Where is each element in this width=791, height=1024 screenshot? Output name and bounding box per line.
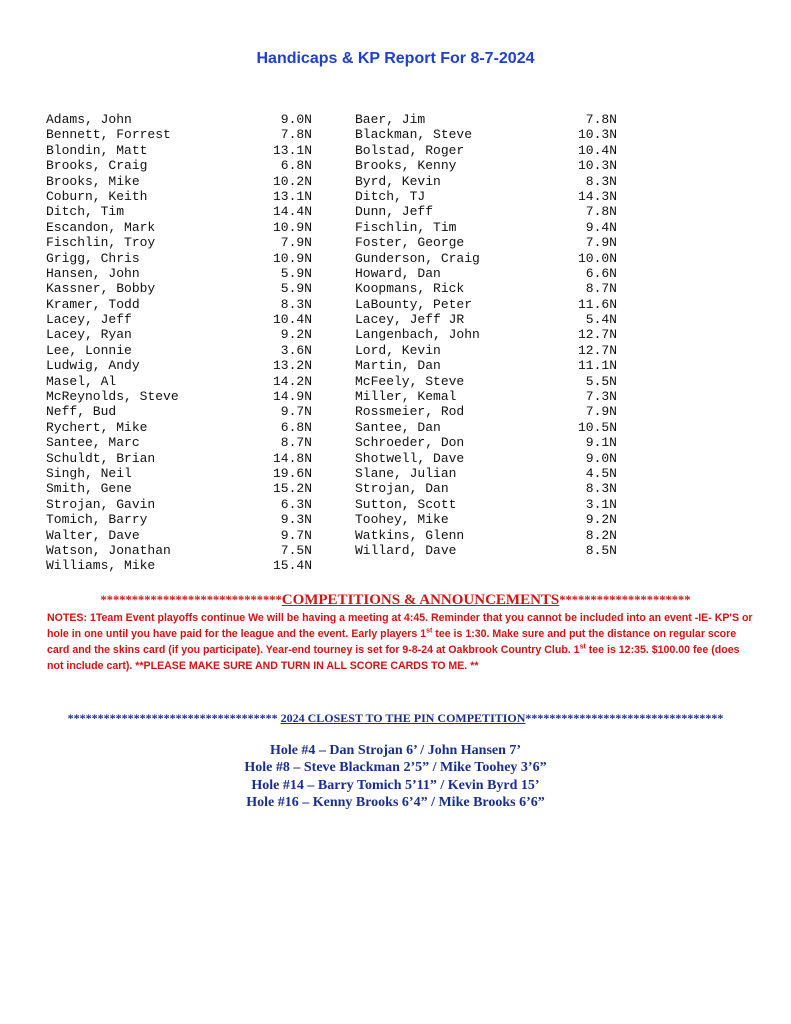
- handicap-row: [46, 358, 312, 373]
- handicap-row: [355, 112, 617, 127]
- player-handicap: 10.4N: [577, 142, 617, 158]
- handicap-row: [355, 158, 617, 173]
- player-handicap: 5.4N: [585, 312, 617, 328]
- competitions-heading: [0, 592, 791, 609]
- handicap-row: [355, 204, 617, 219]
- player-handicap: 6.8N: [280, 158, 312, 174]
- handicap-row: [46, 420, 312, 435]
- player-handicap: 8.7N: [585, 281, 617, 297]
- handicap-row: [46, 251, 312, 266]
- player-handicap: 5.9N: [280, 265, 312, 281]
- handicap-row: [46, 435, 312, 450]
- player-handicap: 5.5N: [585, 373, 617, 389]
- player-handicap: 12.7N: [577, 342, 617, 358]
- handicap-row: [46, 528, 312, 543]
- player-name: Brooks, Craig: [46, 158, 148, 174]
- handicap-row: [355, 327, 617, 342]
- handicap-row: [46, 112, 312, 127]
- player-handicap: 10.9N: [272, 219, 312, 235]
- player-handicap: 9.7N: [280, 527, 312, 543]
- player-name: Willard, Dave: [355, 542, 457, 558]
- handicap-row: [355, 189, 617, 204]
- player-name: Gunderson, Craig: [355, 250, 480, 266]
- kp-result-hole-4: Hole #4 – Dan Strojan 6’ / John Hansen 7’: [269, 743, 522, 758]
- player-name: Dunn, Jeff: [355, 204, 434, 220]
- player-handicap: 7.3N: [585, 389, 617, 405]
- player-handicap: 6.8N: [280, 419, 312, 435]
- player-handicap: 19.6N: [272, 465, 312, 481]
- player-name: Watson, Jonathan: [46, 542, 171, 558]
- player-handicap: 9.0N: [585, 450, 617, 466]
- player-handicap: 9.4N: [585, 219, 617, 235]
- player-handicap: 8.3N: [280, 296, 312, 312]
- player-name: Santee, Dan: [355, 419, 441, 435]
- handicap-row: [46, 374, 312, 389]
- player-handicap: 9.2N: [280, 327, 312, 343]
- kp-results: [0, 742, 791, 811]
- player-name: Hansen, John: [46, 265, 140, 281]
- handicap-row: [355, 497, 617, 512]
- player-name: Lacey, Ryan: [46, 327, 132, 343]
- handicap-row: [355, 374, 617, 389]
- handicap-row: [46, 466, 312, 481]
- player-name: Masel, Al: [46, 373, 117, 389]
- player-handicap: 8.2N: [585, 527, 617, 543]
- handicap-row: [46, 312, 312, 327]
- kp-heading: [0, 711, 791, 726]
- player-name: Fischlin, Tim: [355, 219, 457, 235]
- player-name: Escandon, Mark: [46, 219, 156, 235]
- player-name: Rychert, Mike: [46, 419, 148, 435]
- handicap-row: [355, 297, 617, 312]
- player-name: Bennett, Forrest: [46, 127, 171, 143]
- player-handicap: 14.2N: [272, 373, 312, 389]
- player-handicap: 9.3N: [280, 512, 312, 528]
- handicap-row: [46, 189, 312, 204]
- handicap-row: [355, 266, 617, 281]
- handicap-row: [46, 143, 312, 158]
- player-handicap: 7.9N: [280, 235, 312, 251]
- handicap-row: [46, 389, 312, 404]
- handicap-row: [46, 266, 312, 281]
- player-name: Shotwell, Dave: [355, 450, 465, 466]
- player-handicap: 10.5N: [577, 419, 617, 435]
- player-name: Smith, Gene: [46, 481, 132, 497]
- handicap-row: [355, 481, 617, 496]
- competitions-heading-text: COMPETITIONS & ANNOUNCEMENTS: [281, 592, 560, 608]
- player-handicap: 4.5N: [585, 465, 617, 481]
- player-handicap: 9.0N: [280, 112, 312, 127]
- player-handicap: 10.3N: [577, 127, 617, 143]
- player-name: Sutton, Scott: [355, 496, 457, 512]
- player-handicap: 8.7N: [280, 435, 312, 451]
- player-name: Foster, George: [355, 235, 465, 251]
- notes-superscript-2: st: [579, 643, 586, 651]
- player-handicap: 13.1N: [272, 142, 312, 158]
- player-handicap: 7.9N: [585, 235, 617, 251]
- kp-stars-left: ***********************************: [67, 711, 281, 725]
- kp-result-hole-14: Hole #14 – Barry Tomich 5’11” / Kevin Byrd 15’: [251, 777, 540, 793]
- player-handicap: 7.8N: [585, 112, 617, 127]
- player-name: Singh, Neil: [46, 465, 132, 481]
- handicap-row: [355, 389, 617, 404]
- handicap-row: [355, 512, 617, 527]
- player-name: Ludwig, Andy: [46, 358, 140, 374]
- player-name: Strojan, Dan: [355, 481, 449, 497]
- player-name: Langenbach, John: [355, 327, 480, 343]
- player-handicap: 10.9N: [272, 250, 312, 266]
- player-handicap: 6.6N: [585, 265, 617, 281]
- notes-superscript-1: st: [426, 627, 433, 635]
- handicap-row: [46, 281, 312, 296]
- heading-stars-left: *****************************: [100, 593, 282, 607]
- player-name: Santee, Marc: [46, 435, 140, 451]
- handicap-row: [46, 158, 312, 173]
- player-name: Lacey, Jeff: [46, 312, 132, 328]
- heading-stars-right: *********************: [559, 593, 691, 607]
- player-handicap: 14.3N: [577, 188, 617, 204]
- player-name: Koopmans, Rick: [355, 281, 465, 297]
- handicap-row: [355, 343, 617, 358]
- handicap-row: [46, 481, 312, 496]
- handicap-column-right: [355, 112, 617, 558]
- handicap-row: [355, 127, 617, 142]
- player-name: Baer, Jim: [355, 112, 426, 127]
- kp-stars-right: *********************************: [525, 711, 724, 725]
- handicap-row: [46, 297, 312, 312]
- handicap-row: [46, 404, 312, 419]
- handicap-row: [355, 358, 617, 373]
- handicap-row: [46, 343, 312, 358]
- handicap-row: [355, 235, 617, 250]
- player-handicap: 6.3N: [280, 496, 312, 512]
- player-name: Lord, Kevin: [355, 342, 441, 358]
- handicap-row: [46, 220, 312, 235]
- player-name: Bolstad, Roger: [355, 142, 465, 158]
- handicap-row: [46, 204, 312, 219]
- player-name: Coburn, Keith: [46, 188, 148, 204]
- player-handicap: 7.5N: [280, 542, 312, 558]
- handicap-row: [46, 127, 312, 142]
- player-handicap: 8.3N: [585, 481, 617, 497]
- player-name: Howard, Dan: [355, 265, 441, 281]
- player-name: Kassner, Bobby: [46, 281, 156, 297]
- report-title: Handicaps & KP Report For 8-7-2024: [256, 50, 535, 67]
- handicap-row: [355, 451, 617, 466]
- player-name: Lacey, Jeff JR: [355, 312, 465, 328]
- player-name: Walter, Dave: [46, 527, 140, 543]
- player-name: Brooks, Kenny: [355, 158, 457, 174]
- player-handicap: 3.1N: [585, 496, 617, 512]
- player-name: Tomich, Barry: [46, 512, 148, 528]
- player-name: Williams, Mike: [46, 558, 156, 574]
- handicap-row: [355, 420, 617, 435]
- handicap-row: [46, 327, 312, 342]
- handicap-row: [46, 235, 312, 250]
- kp-heading-text: 2024 CLOSEST TO THE PIN COMPETITION: [280, 711, 526, 725]
- handicap-row: [355, 543, 617, 558]
- player-handicap: 14.4N: [272, 204, 312, 220]
- player-name: Kramer, Todd: [46, 296, 140, 312]
- handicap-row: [46, 451, 312, 466]
- player-name: Lee, Lonnie: [46, 342, 132, 358]
- kp-result-hole-8: Hole #8 – Steve Blackman 2’5” / Mike Toohey 3’6”: [244, 760, 547, 776]
- player-name: Watkins, Glenn: [355, 527, 465, 543]
- player-name: Martin, Dan: [355, 358, 441, 374]
- player-handicap: 8.3N: [585, 173, 617, 189]
- player-handicap: 9.1N: [585, 435, 617, 451]
- player-handicap: 10.0N: [577, 250, 617, 266]
- handicap-row: [355, 220, 617, 235]
- player-name: Schroeder, Don: [355, 435, 465, 451]
- player-handicap: 15.2N: [272, 481, 312, 497]
- player-name: Blackman, Steve: [355, 127, 473, 143]
- player-handicap: 14.9N: [272, 389, 312, 405]
- player-name: Byrd, Kevin: [355, 173, 441, 189]
- player-name: Slane, Julian: [355, 465, 457, 481]
- player-name: Schuldt, Brian: [46, 450, 156, 466]
- player-handicap: 3.6N: [280, 342, 312, 358]
- player-name: Ditch, Tim: [46, 204, 125, 220]
- player-handicap: 15.4N: [272, 558, 312, 574]
- player-name: Fischlin, Troy: [46, 235, 156, 251]
- announcement-notes: [47, 610, 757, 674]
- handicap-row: [355, 174, 617, 189]
- player-name: Blondin, Matt: [46, 142, 148, 158]
- player-handicap: 13.2N: [272, 358, 312, 374]
- notes-text-part-3: tee is 12:35. $100.00 fee (does not include cart). **PLEASE MAKE SURE AND TURN IN ALL SCORE CARDS TO ME. **: [47, 644, 740, 672]
- player-name: McReynolds, Steve: [46, 389, 179, 405]
- handicap-row: [355, 435, 617, 450]
- player-handicap: 5.9N: [280, 281, 312, 297]
- handicap-row: [46, 558, 312, 573]
- handicap-row: [355, 143, 617, 158]
- notes-text-part-2: tee is 1:30. Make sure and put the distance on regular score card and the skins card (if you participate). Year-end tourney is set for 9-8-24 at Oakbrook Country Club. 1: [47, 628, 737, 656]
- player-name: Miller, Kemal: [355, 389, 457, 405]
- player-handicap: 8.5N: [585, 542, 617, 558]
- player-name: Strojan, Gavin: [46, 496, 156, 512]
- handicap-row: [46, 174, 312, 189]
- handicap-row: [46, 512, 312, 527]
- player-handicap: 14.8N: [272, 450, 312, 466]
- handicap-column-left: [46, 112, 312, 574]
- player-name: Neff, Bud: [46, 404, 117, 420]
- player-name: Toohey, Mike: [355, 512, 449, 528]
- player-name: Grigg, Chris: [46, 250, 140, 266]
- handicap-row: [355, 528, 617, 543]
- player-handicap: 9.7N: [280, 404, 312, 420]
- handicap-row: [355, 281, 617, 296]
- notes-text-part-1: NOTES: 1Team Event playoffs continue We will be having a meeting at 4:45. Reminder that you cannot be included into an event -IE- KP'S or hole in one until you have paid for the league and the event. Early players 1: [47, 612, 753, 640]
- player-handicap: 9.2N: [585, 512, 617, 528]
- handicap-row: [355, 404, 617, 419]
- player-handicap: 7.8N: [585, 204, 617, 220]
- handicap-row: [46, 497, 312, 512]
- player-handicap: 7.9N: [585, 404, 617, 420]
- handicap-row: [355, 466, 617, 481]
- player-name: McFeely, Steve: [355, 373, 465, 389]
- handicap-row: [355, 251, 617, 266]
- player-name: Rossmeier, Rod: [355, 404, 465, 420]
- player-name: LaBounty, Peter: [355, 296, 473, 312]
- player-name: Brooks, Mike: [46, 173, 140, 189]
- player-handicap: 11.1N: [577, 358, 617, 374]
- player-name: Adams, John: [46, 112, 132, 127]
- player-handicap: 13.1N: [272, 188, 312, 204]
- player-handicap: 11.6N: [577, 296, 617, 312]
- player-handicap: 10.2N: [272, 173, 312, 189]
- handicap-row: [355, 312, 617, 327]
- player-name: Ditch, TJ: [355, 188, 426, 204]
- handicap-row: [46, 543, 312, 558]
- player-handicap: 10.3N: [577, 158, 617, 174]
- player-handicap: 7.8N: [280, 127, 312, 143]
- kp-result-hole-16: Hole #16 – Kenny Brooks 6’4” / Mike Brooks 6’6”: [246, 794, 545, 810]
- player-handicap: 12.7N: [577, 327, 617, 343]
- player-handicap: 10.4N: [272, 312, 312, 328]
